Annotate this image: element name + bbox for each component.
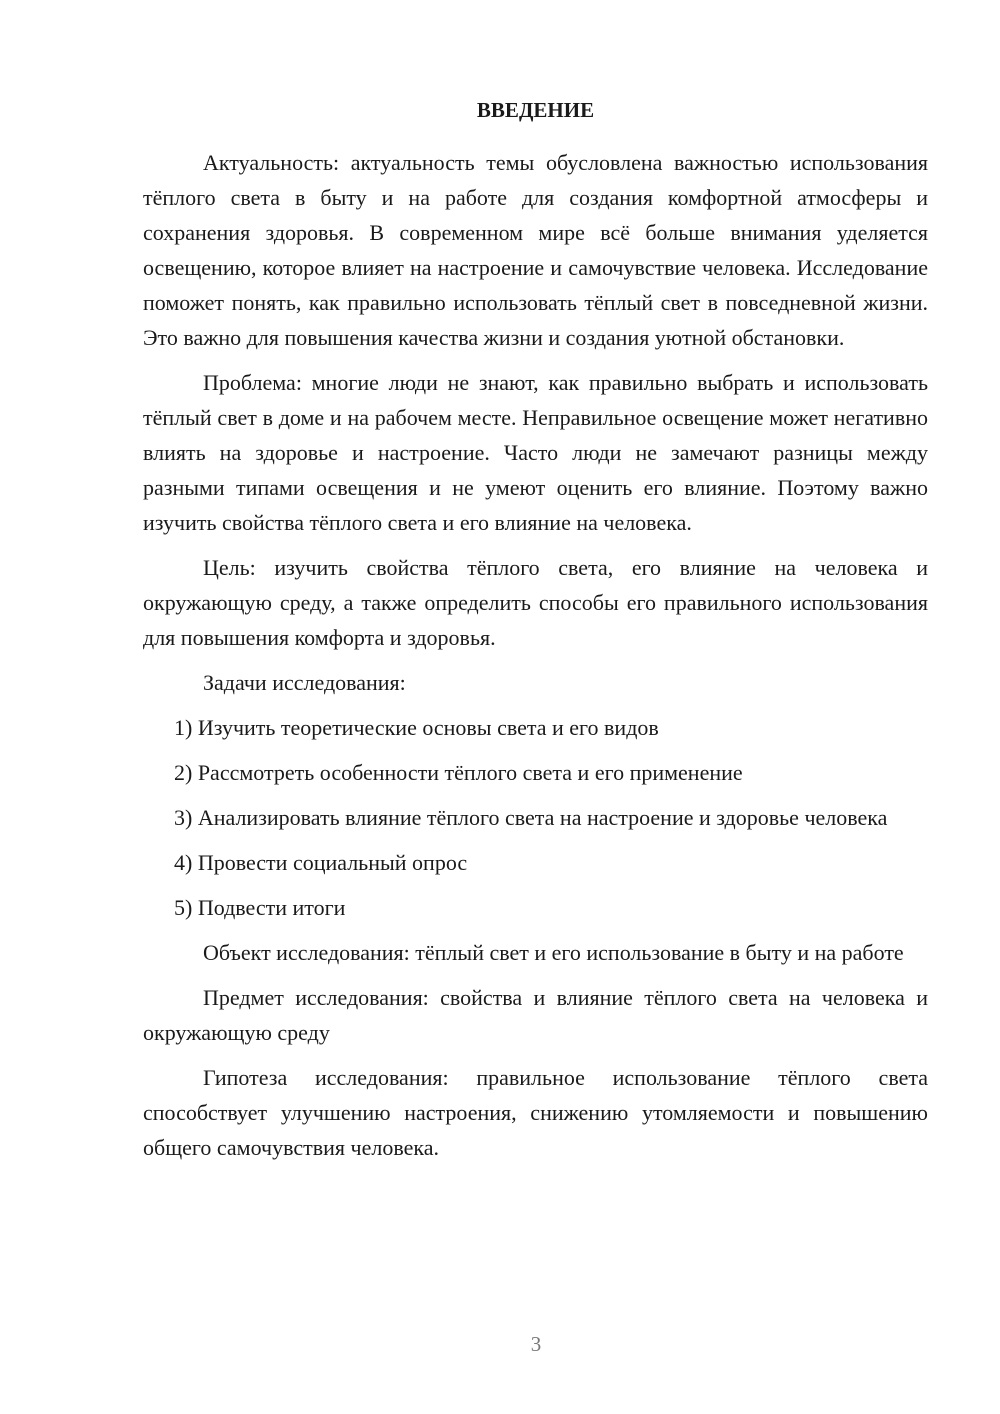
- relevance-paragraph: Актуальность: актуальность темы обусловлена важностью использования тёплого света в быту и на работе для создания комфортной атмосферы и сохранения здоровья. В современном мире всё больше внимания уделяется освещению, которое влияет на настроение и самочувствие человека. Исследование поможет понять, как правильно использовать тёплый свет в повседневной жизни. Это важно для повышения качества жизни и создания уютной обстановки.: [143, 150, 928, 350]
- tasks-heading: Задачи исследования:: [203, 670, 406, 695]
- hypothesis-paragraph: Гипотеза исследования: правильное использование тёплого света способствует улучшению настроения, снижению утомляемости и повышению общего самочувствия человека.: [143, 1065, 928, 1160]
- task-item-3: 3) Анализировать влияние тёплого света на настроение и здоровье человека: [174, 805, 888, 830]
- subject-paragraph: Предмет исследования: свойства и влияние тёплого света на человека и окружающую среду: [143, 985, 928, 1045]
- problem-paragraph: Проблема: многие люди не знают, как правильно выбрать и использовать тёплый свет в доме и на рабочем месте. Неправильное освещение может негативно влиять на здоровье и настроение. Часто люди не замечают разницы между разными типами освещения и не умеют оценить его влияние. Поэтому важно изучить свойства тёплого света и его влияние на человека.: [143, 370, 928, 535]
- page-number: 3: [530, 1332, 542, 1356]
- object-paragraph: Объект исследования: тёплый свет и его использование в быту и на работе: [203, 940, 904, 965]
- document-page: [143, 95, 928, 1175]
- task-item-1: 1) Изучить теоретические основы света и его видов: [174, 715, 659, 740]
- task-item-4: 4) Провести социальный опрос: [174, 850, 468, 875]
- section-title: ВВЕДЕНИЕ: [476, 98, 595, 122]
- goal-paragraph: Цель: изучить свойства тёплого света, его влияние на человека и окружающую среду, а также определить способы его правильного использования для повышения комфорта и здоровья.: [143, 555, 928, 650]
- task-item-5: 5) Подвести итоги: [174, 895, 346, 920]
- task-item-2: 2) Рассмотреть особенности тёплого света и его применение: [174, 760, 743, 785]
